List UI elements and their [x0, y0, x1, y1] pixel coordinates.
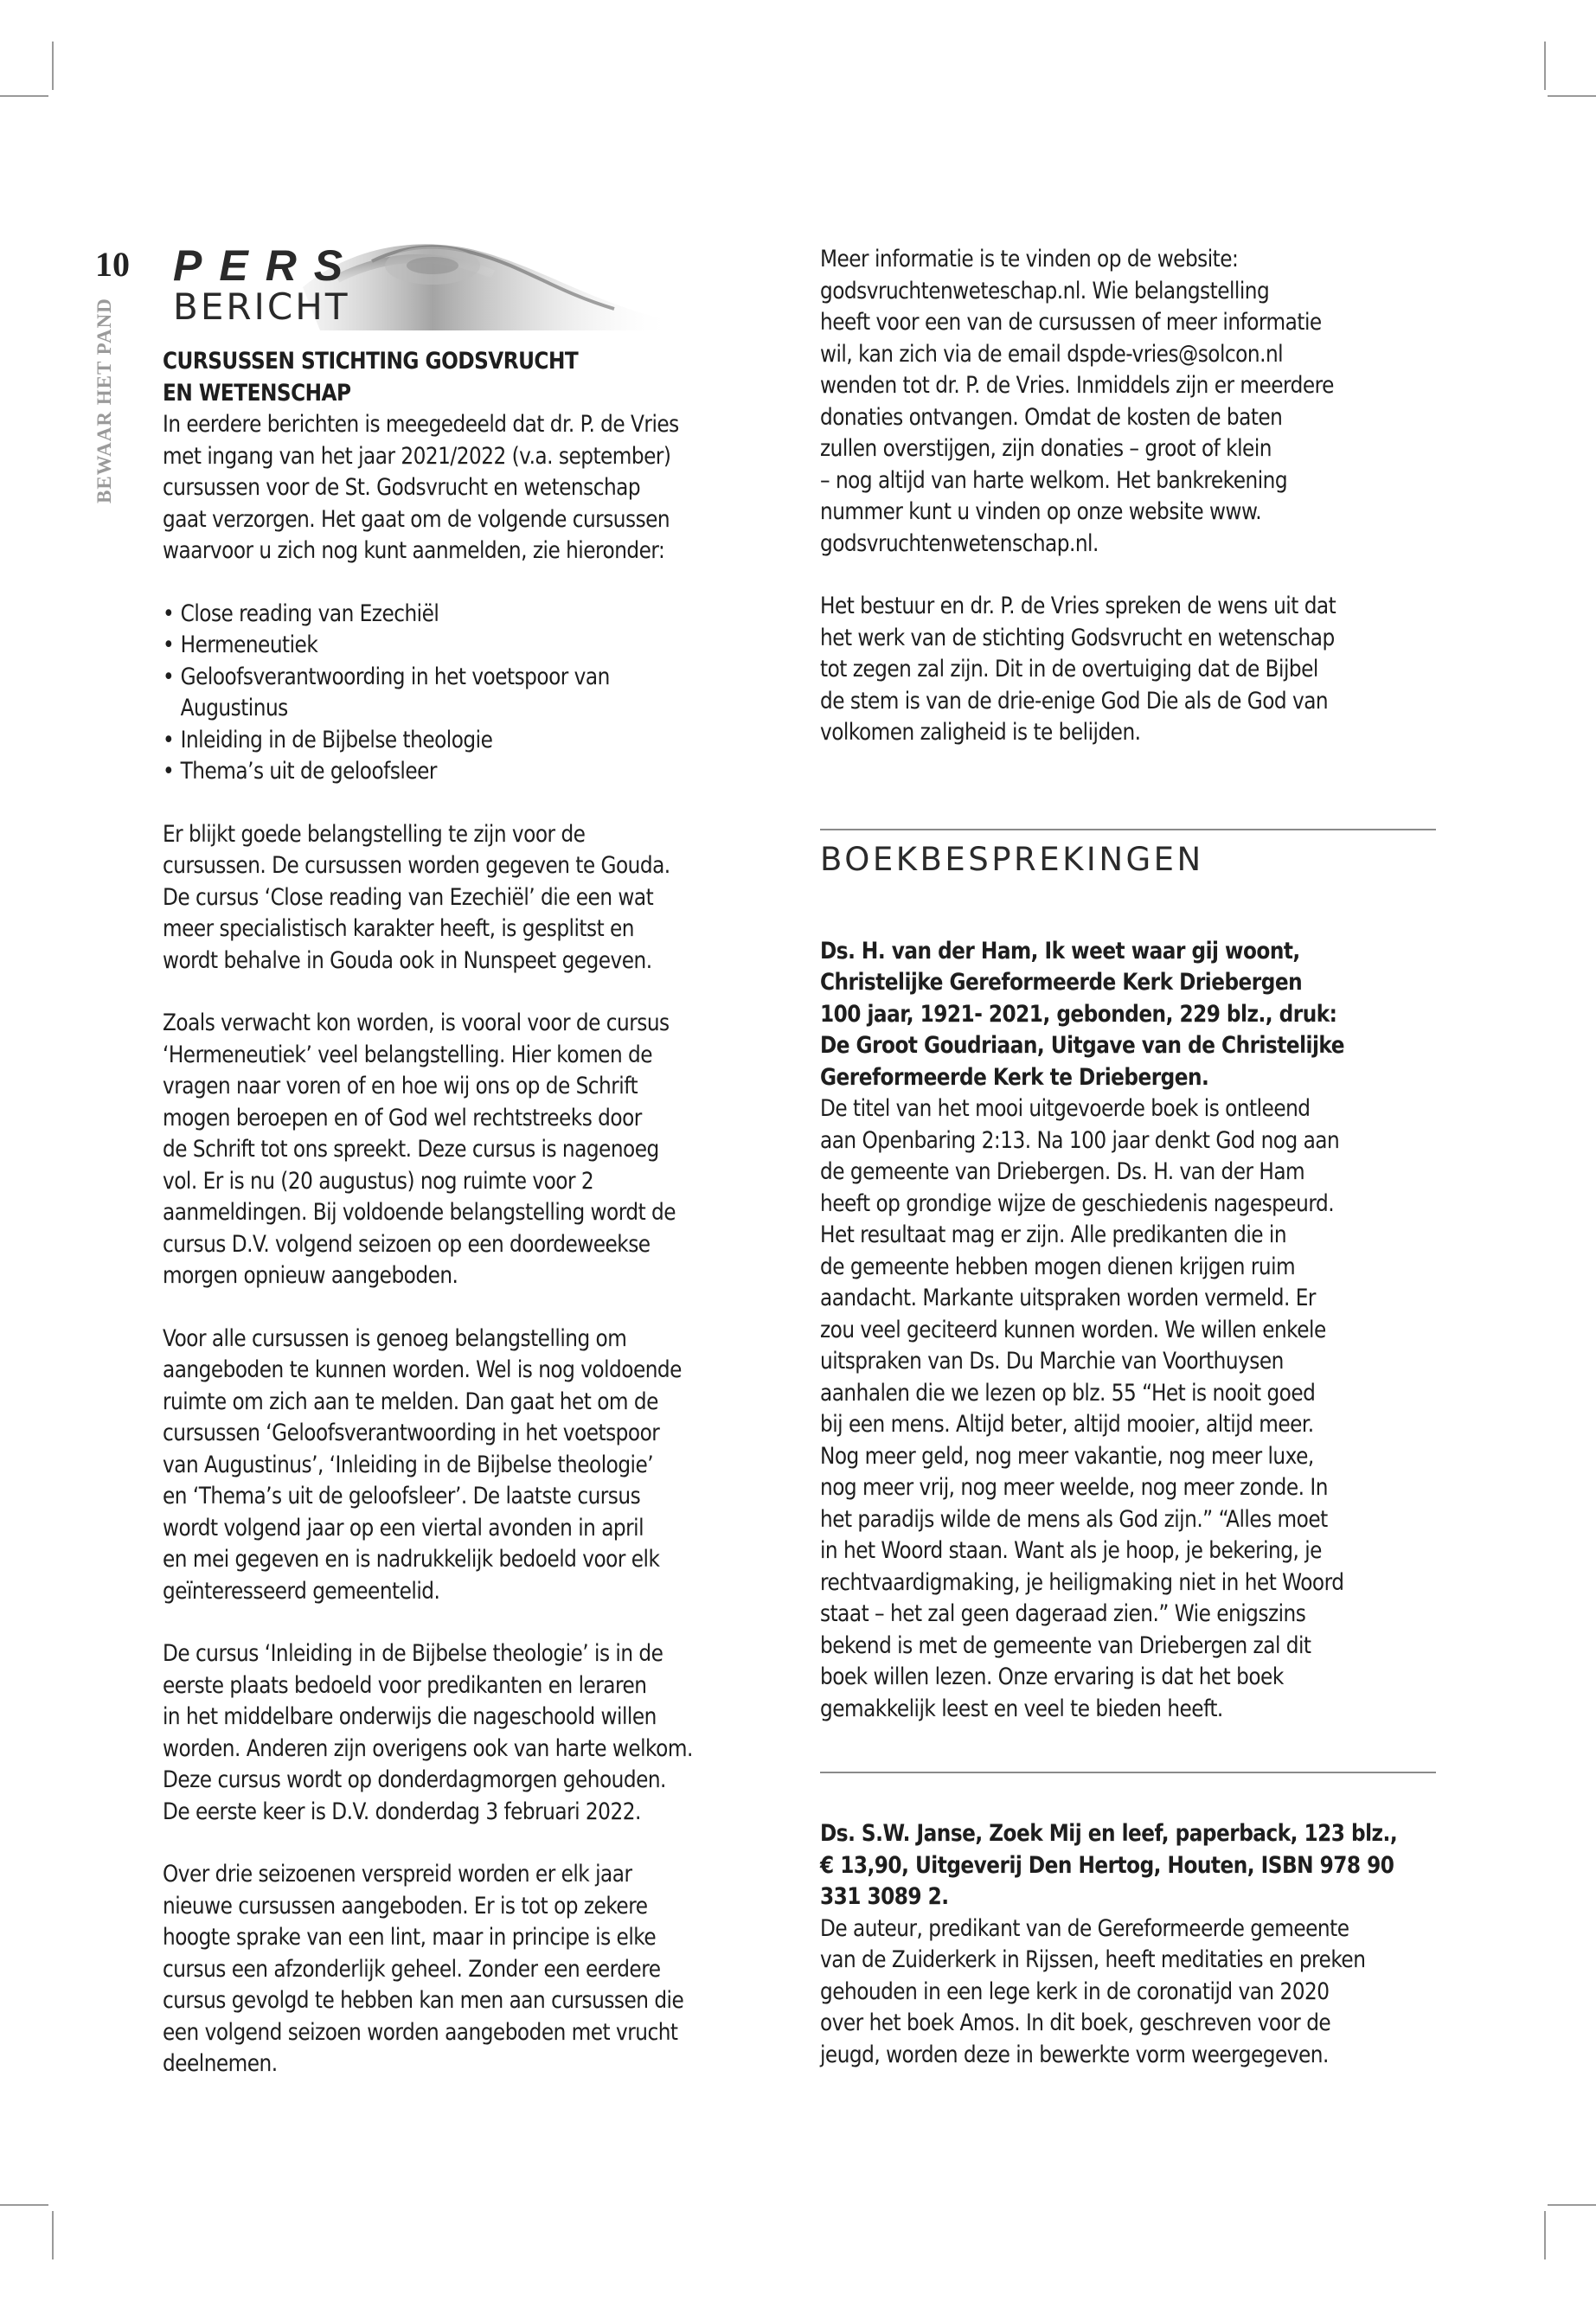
crop-mark-bottom-left-v	[52, 2211, 54, 2259]
crop-mark-top-right-v	[1544, 42, 1546, 90]
list-item	[163, 662, 780, 725]
bullet: •	[163, 726, 175, 753]
list-item	[163, 630, 780, 662]
page-number: 10	[95, 245, 130, 284]
list-item-text: Close reading van Ezechiël	[180, 599, 439, 627]
article-paragraph: In eerdere berichten is meegedeeld dat dr. P. de Vries met ingang van het jaar 2021/2022 (v.a. september) cursussen voor de St. Godsvrucht en wetenschap gaat verzorgen. Het gaat om de volgende cursussen waarvoor u zich nog kunt aanmelden, zie hieronder:	[163, 411, 679, 564]
article-paragraph: Over drie seizoenen verspreid worden er elk jaar nieuwe cursussen aangeboden. Er is tot op zekere hoogte sprake van een lint, maar in principe is elke cursus een afzonderlijk geheel. Zonder een eerdere cursus gevolgd te hebben kan men aan cursussen die een volgend seizoen worden aangeboden met vrucht deelnemen.	[163, 1861, 684, 2077]
crop-mark-top-left-h	[0, 95, 48, 97]
rubric-title-bottom: BERICHT	[173, 285, 350, 328]
article-paragraph: Het bestuur en dr. P. de Vries spreken de wens uit dat het werk van de stichting Godsvrucht en wetenschap tot zegen zal zijn. Dit in de overtuiging dat de Bijbel de stem is van de drie-enige God Die als de God van volkomen zaligheid is te belijden.	[820, 593, 1336, 746]
article-paragraph: Zoals verwacht kon worden, is vooral voor de cursus ‘Hermeneutiek’ veel belangstelling. Hier komen de vragen naar voren of en hoe wij ons op de Schrift mogen beroepen en of God wel rechtstreeks door de Schrift tot ons spreekt. Deze cursus is nagenoeg vol. Er is nu (20 augustus) nog ruimte voor 2 aanmeldingen. Bij voldoende belangstelling wordt de cursus D.V. volgend seizoen op een doordeweekse morgen opnieuw aangeboden.	[163, 1009, 676, 1289]
section-title: BOEKBESPREKINGEN	[820, 840, 1204, 878]
list-item	[163, 725, 780, 757]
review-body: De titel van het mooi uitgevoerde boek is ontleend aan Openbaring 2:13. Na 100 jaar denkt God nog aan de gemeente van Driebergen. Ds. H. van der Ham heeft op grondige wijze de geschiedenis nagespeurd. Het resultaat mag er zijn. Alle predikanten die in de gemeente hebben mogen dienen krijgen ruim aandacht. Markante uitspraken worden vermeld. Er zou veel geciteerd kunnen worden. We willen enkele uitspraken van Ds. Du Marchie van Voorthuysen aanhalen die we lezen op blz. 55 “Het is nooit goed bij een mens. Altijd beter, altijd mooier, altijd meer. Nog meer geld, nog meer vakantie, nog meer luxe, nog meer vrij, nog meer weelde, nog meer zonde. In het paradijs wilde de mens als God zijn.” “Alles moet in het Woord staan. Want als je hoop, je bekering, je rechtvaardigmaking, je heiligmaking niet in het Woord staat – het zal geen dageraad zien.” Wie enigszins bekend is met de gemeente van Driebergen zal dit boek willen lezen. Onze ervaring is dat het boek gemakkelijk leest en veel te bieden heeft.	[820, 1095, 1344, 1722]
article-paragraph: De cursus ‘Inleiding in de Bijbelse theologie’ is in de eerste plaats bedoeld voor predikanten en leraren in het middelbare onderwijs die nageschoold willen worden. Anderen zijn overigens ook van harte welkom. Deze cursus wordt op donderdagmorgen gehouden. De eerste keer is D.V. donderdag 3 februari 2022.	[163, 1640, 693, 1825]
review-heading: Ds. H. van der Ham, Ik weet waar gij woont, Christelijke Gereformeerde Kerk Driebergen 100 jaar, 1921- 2021, gebonden, 229 blz., druk: De Groot Goudriaan, Uitgave van de Christelijke Gereformeerde Kerk te Driebergen.	[820, 937, 1344, 1091]
list-item-text: Geloofsverantwoording in het voetspoor van Augustinus	[180, 663, 610, 721]
list-item-text: Inleiding in de Bijbelse theologie	[180, 726, 493, 753]
crop-mark-bottom-left-h	[0, 2204, 48, 2206]
article-heading: CURSUSSEN STICHTING GODSVRUCHT EN WETENSCHAP	[163, 348, 579, 407]
article-paragraph: Er blijkt goede belangstelling te zijn voor de cursussen. De cursussen worden gegeven te Gouda. De cursus ‘Close reading van Ezechiël’ die een wat meer specialistisch karakter heeft, is gesplitst en wordt behalve in Gouda ook in Nunspeet gegeven.	[163, 820, 670, 974]
crop-mark-top-left-v	[52, 42, 54, 90]
list-item-text: Hermeneutiek	[180, 631, 318, 658]
crop-mark-top-right-h	[1548, 95, 1596, 97]
bullet: •	[163, 631, 175, 658]
running-title: BEWAAR HET PAND	[93, 298, 115, 503]
course-list	[163, 599, 779, 788]
review-body: De auteur, predikant van de Gereformeerde gemeente van de Zuiderkerk in Rijssen, heeft meditaties en preken gehouden in een lege kerk in de coronatijd van 2020 over het boek Amos. In dit boek, geschreven voor de jeugd, worden deze in bewerkte vorm weergegeven.	[820, 1914, 1366, 2068]
crop-mark-bottom-right-v	[1544, 2211, 1546, 2259]
article-paragraph: Meer informatie is te vinden op de website: godsvruchtenweteschap.nl. Wie belangstelling heeft voor een van de cursussen of meer informatie wil, kan zich via de email dspde-vries@solcon.nl wenden tot dr. P. de Vries. Inmiddels zijn er meerdere donaties ontvangen. Omdat de kosten de baten zullen overstijgen, zijn donaties – groot of klein – nog altijd van harte welkom. Het bankrekening nummer kunt u vinden op onze website www. godsvruchtenwetenschap.nl.	[820, 246, 1334, 557]
bullet: •	[163, 663, 175, 690]
article-paragraph: Voor alle cursussen is genoeg belangstelling om aangeboden te kunnen worden. Wel is nog voldoende ruimte om zich aan te melden. Dan gaat het om de cursussen ‘Geloofsverantwoording in het voetspoor van Augustinus’, ‘Inleiding in de Bijbelse theologie’ en ‘Thema’s uit de geloofsleer’. De laatste cursus wordt volgend jaar op een viertal avonden in april en mei gegeven en is nadrukkelijk bedoeld voor elk geïnteresseerd gemeentelid.	[163, 1324, 682, 1605]
crop-mark-bottom-right-h	[1548, 2204, 1596, 2206]
review-heading: Ds. S.W. Janse, Zoek Mij en leef, paperback, 123 blz., € 13,90, Uitgeverij Den Hertog, Houten, ISBN 978 90 331 3089 2.	[820, 1820, 1398, 1910]
left-column	[163, 346, 779, 2080]
right-column	[820, 244, 1436, 2071]
list-item-text: Thema’s uit de geloofsleer	[180, 758, 437, 785]
bullet: •	[163, 599, 175, 627]
bullet: •	[163, 758, 175, 785]
list-item	[163, 756, 780, 788]
list-item	[163, 599, 780, 631]
rubric-title-top: PERS	[173, 241, 361, 290]
